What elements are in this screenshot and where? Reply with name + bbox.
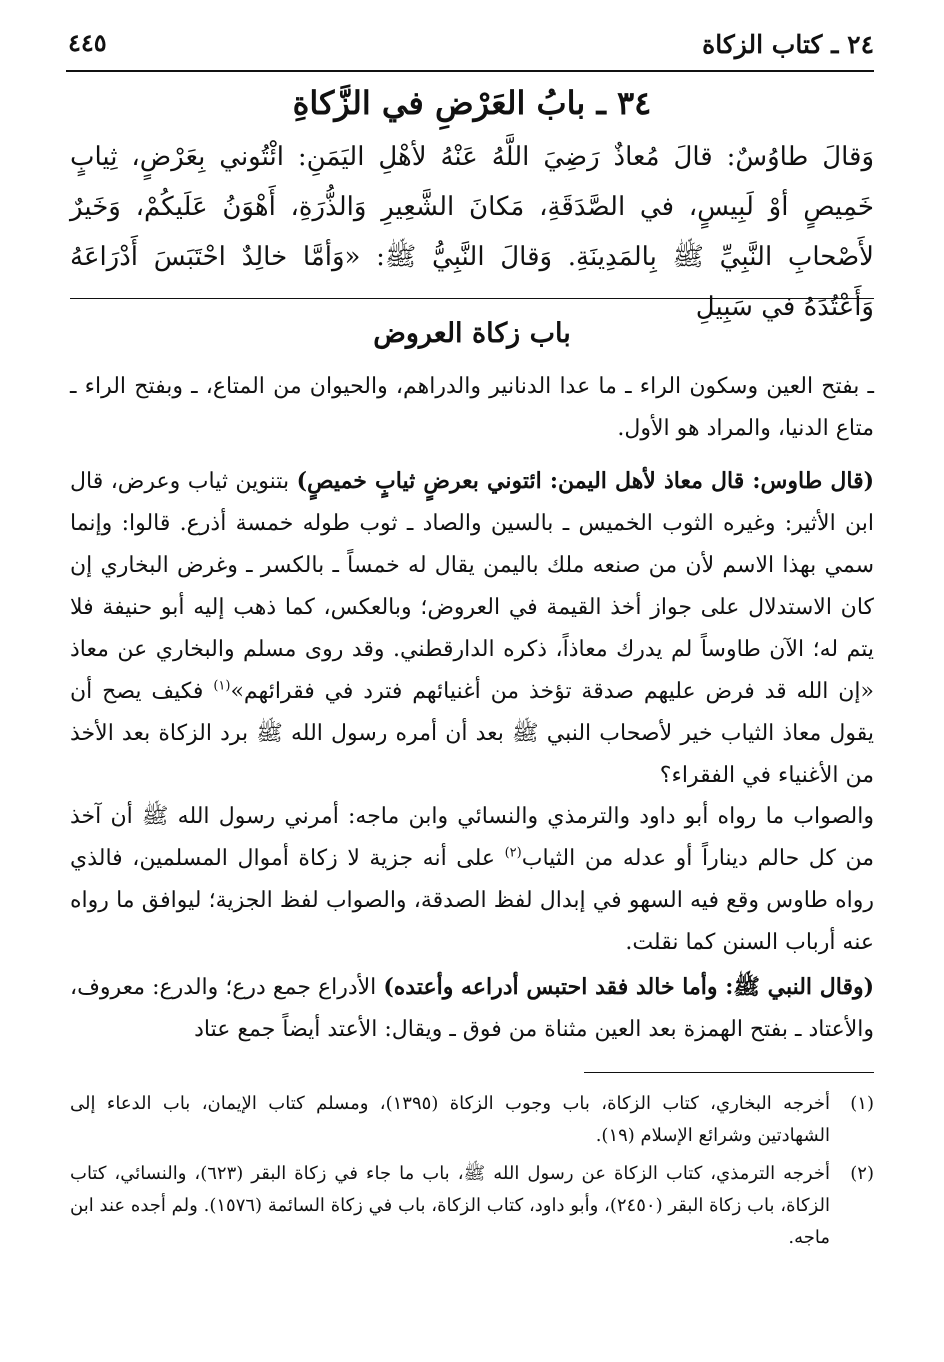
commentary-paragraph [70,796,874,964]
paragraph-text-tail: فكيف يصح أن يقول معاذ الثياب خير لأصحاب النبي ﷺ بعد أن أمره رسول الله ﷺ برد الزكاة بعد الأخذ من الأغنياء في الفقراء؟ [70,679,874,788]
footnote [70,1088,874,1152]
footnote-number: (١) [850,1093,874,1114]
footnote [70,1158,874,1254]
page-number: ٤٤٥ [68,28,107,57]
header-rule [66,70,874,72]
footnote-text: أخرجه الترمذي، كتاب الزكاة عن رسول الله ﷺ، باب ما جاء في زكاة البقر (٦٢٣)، والنسائي، كتاب الزكاة، باب زكاة البقر (٢٤٥٠)، وأبو داود، كتاب الزكاة، باب في زكاة السائمة (١٥٧٦). ولم أجده عند ابن ماجه. [70,1163,830,1248]
footnote-rule [584,1072,874,1073]
commentary-paragraph [70,460,874,797]
footnote-number: (٢) [850,1163,874,1184]
footnote-text: أخرجه البخاري، كتاب الزكاة، باب وجوب الزكاة (١٣٩٥)، ومسلم كتاب الإيمان، باب الدعاء إلى الشهادتين وشرائع الإسلام (١٩). [70,1093,830,1146]
hadith-text: وَقالَ طاوُسٌ: قالَ مُعاذٌ رَضِيَ اللَّهُ عَنْهُ لأهْلِ اليَمَنِ: ائْتُوني بِعَرْضٍ، ثِيابٍ خَمِيصٍ أوْ لَبِيسٍ، في الصَّدَقَةِ، مَكانَ الشَّعِيرِ وَالذُّرَةِ، أَهْوَنُ عَلَيكُمْ، وَخَيرٌ لأَصْحابِ النَّبِيِّ ﷺ بِالمَدِينَةِ. وَقالَ النَّبِيُّ ﷺ: «وَأمَّا خالِدٌ احْتَبَسَ أَدْرَاعَهُ وَأَعْتُدَهُ في سَبِيلِ [70,142,874,322]
paragraph-text: والصواب ما رواه أبو داود والترمذي والنسائي وابن ماجه: أمرني رسول الله ﷺ أن آخذ من كل حالم ديناراً أو عدله من الثياب [70,804,874,871]
paragraph-text: الأدراع جمع درع؛ والدرع: معروف، والأعتاد ـ بفتح الهمزة بعد العين مثناة من فوق ـ ويقال: الأعتد أيضاً جمع عتاد [70,975,874,1042]
quoted-lemma: (وقال النبي ﷺ: وأما خالد فقد احتبس أدراعه وأعتده) [383,974,874,1000]
commentary-title: باب زكاة العروض [373,318,571,349]
running-header-chapter: ٢٤ ـ كتاب الزكاة [702,30,874,59]
section-divider [70,298,874,299]
footnote-marker[interactable]: (٢) [504,845,522,861]
paragraph-text: ـ بفتح العين وسكون الراء ـ ما عدا الدنانير والدراهم، والحيوان من المتاع، ـ وبفتح الراء ـ متاع الدنيا، والمراد هو الأول. [70,374,874,441]
paragraph-text: بتنوين ثياب وعرض، قال ابن الأثير: وغيره الثوب الخميس ـ بالسين والصاد ـ ثوب طوله خمسة أذرع. قالوا: وإنما سمي بهذا الاسم لأن من صنعه ملك باليمن يقال له خمساً ـ بالكسر ـ وغرض البخاري إن كان الاستدلال على جواز أخذ القيمة في العروض؛ وبالعكس، كما ذهب إليه أبو حنيفة فلا يتم له؛ الآن طاوساً لم يدرك معاذاً، ذكره الدارقطني. وقد روى مسلم والبخاري عن معاذ «إن الله قد فرض عليهم صدقة تؤخذ من أغنيائهم فترد في فقرائهم» [70,469,874,704]
footnotes [70,1088,874,1260]
paragraph-text-tail: على أنه جزية لا زكاة أموال المسلمين، فالذي رواه طاوس وقع فيه السهو في إبدال لفظ الصدقة، والصواب لفظ الجزية؛ ليوافق ما رواه عنه أرباب السنن كما نقلت. [70,846,874,955]
footnote-marker[interactable]: (١) [213,678,231,694]
quoted-lemma: (قال طاوس: قال معاذ لأهل اليمن: ائتوني بعرضٍ ثيابٍ خميصٍ) [296,468,874,494]
commentary-paragraph [70,366,874,450]
commentary-paragraph [70,966,874,1051]
chapter-title: ٣٤ ـ بابُ العَرْضِ في الزَّكاةِ [292,84,652,122]
